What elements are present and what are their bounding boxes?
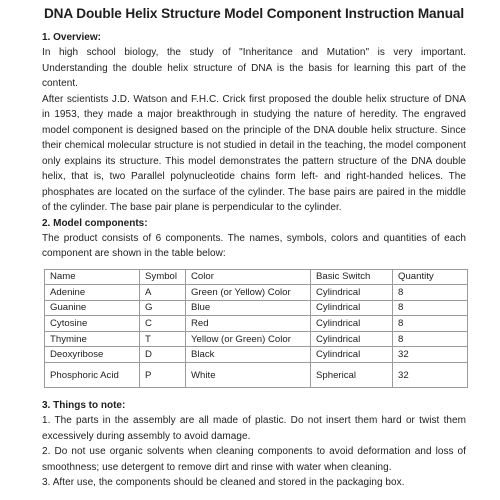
components-table-wrapper (44, 269, 468, 389)
document-title: DNA Double Helix Structure Model Component Instruction Manual (43, 6, 465, 21)
table-cell: D (140, 347, 186, 363)
table-cell: Yellow (or Green) Color (186, 331, 311, 347)
table-row (45, 347, 468, 363)
overview-heading: 1. Overview: (42, 32, 101, 43)
things-to-note-heading: 3. Things to note: (42, 400, 126, 412)
table-cell: Cylindrical (311, 300, 393, 316)
note-item-1: 1. The parts in the assembly are all made of plastic. Do not insert them hard or twist them excessively during assembly to avoid damage. (42, 415, 466, 442)
table-header-cell: Basic Switch (311, 269, 393, 285)
table-cell: Cytosine (45, 316, 140, 332)
table-cell: Red (186, 316, 311, 332)
table-cell: Cylindrical (311, 347, 393, 363)
table-cell: Phosphoric Acid (45, 363, 140, 388)
table-cell: Deoxyribose (45, 347, 140, 363)
note-item-3: 3. After use, the components should be cleaned and stored in the packaging box. (42, 477, 405, 489)
table-row (45, 300, 468, 316)
table-row (45, 316, 468, 332)
table-cell: A (140, 285, 186, 301)
table-cell: Blue (186, 300, 311, 316)
table-cell: 8 (393, 316, 468, 332)
table-cell: Cylindrical (311, 285, 393, 301)
section-overview (42, 30, 466, 216)
note-item-2: 2. Do not use organic solvents when cleaning components to avoid deformation and loss of smoothness; use detergent to remove dirt and rinse with water when cleaning. (42, 446, 466, 473)
model-components-heading: 2. Model components: (42, 217, 148, 229)
table-cell: G (140, 300, 186, 316)
table-cell: White (186, 363, 311, 388)
table-cell: Guanine (45, 300, 140, 316)
table-row (45, 331, 468, 347)
table-cell: Cylindrical (311, 316, 393, 332)
table-header-cell: Quantity (393, 269, 468, 285)
overview-paragraph-2: After scientists J.D. Watson and F.H.C. Crick first proposed the double helix structure of DNA in 1953, they made a major breakthrough in studying the nature of heredity. The engraved model component is designed based on the principle of the DNA double helix structure. Since their chemical molecular structure is not studied in detail in the teaching, the model component only explains its structure. This model demonstrates the pattern structure of the DNA double helix, that is, two Parallel polynucleotide chains form left- and right-handed helices. The phosphates are located on the surface of the cylinder. The base pairs are paired in the middle of the cylinder. The base pair plane is perpendicular to the cylinder. (42, 93, 466, 213)
table-header-row (45, 269, 468, 285)
table-header-cell: Name (45, 269, 140, 285)
table-cell: Green (or Yellow) Color (186, 285, 311, 301)
table-cell: C (140, 316, 186, 332)
table-cell: Thymine (45, 331, 140, 347)
section-things-to-note (42, 398, 466, 491)
model-components-paragraph: The product consists of 6 components. The names, symbols, colors and quantities of each component are shown in the table below: (42, 232, 466, 259)
table-cell: T (140, 331, 186, 347)
table-cell: 8 (393, 285, 468, 301)
table-cell: Spherical (311, 363, 393, 388)
table-row (45, 363, 468, 388)
table-cell: Adenine (45, 285, 140, 301)
table-cell: Cylindrical (311, 331, 393, 347)
table-cell: P (140, 363, 186, 388)
table-header-cell: Color (186, 269, 311, 285)
section-model-components (42, 216, 466, 389)
table-cell: 32 (393, 347, 468, 363)
table-cell: 8 (393, 300, 468, 316)
table-cell: Black (186, 347, 311, 363)
table-cell: 8 (393, 331, 468, 347)
table-header-cell: Symbol (140, 269, 186, 285)
table-row (45, 285, 468, 301)
overview-paragraph-1: In high school biology, the study of "Inheritance and Mutation" is very important. Understanding the double helix structure of DNA is the basis for learning this part of the content. (42, 47, 466, 89)
table-cell: 32 (393, 363, 468, 388)
components-table (44, 269, 468, 389)
